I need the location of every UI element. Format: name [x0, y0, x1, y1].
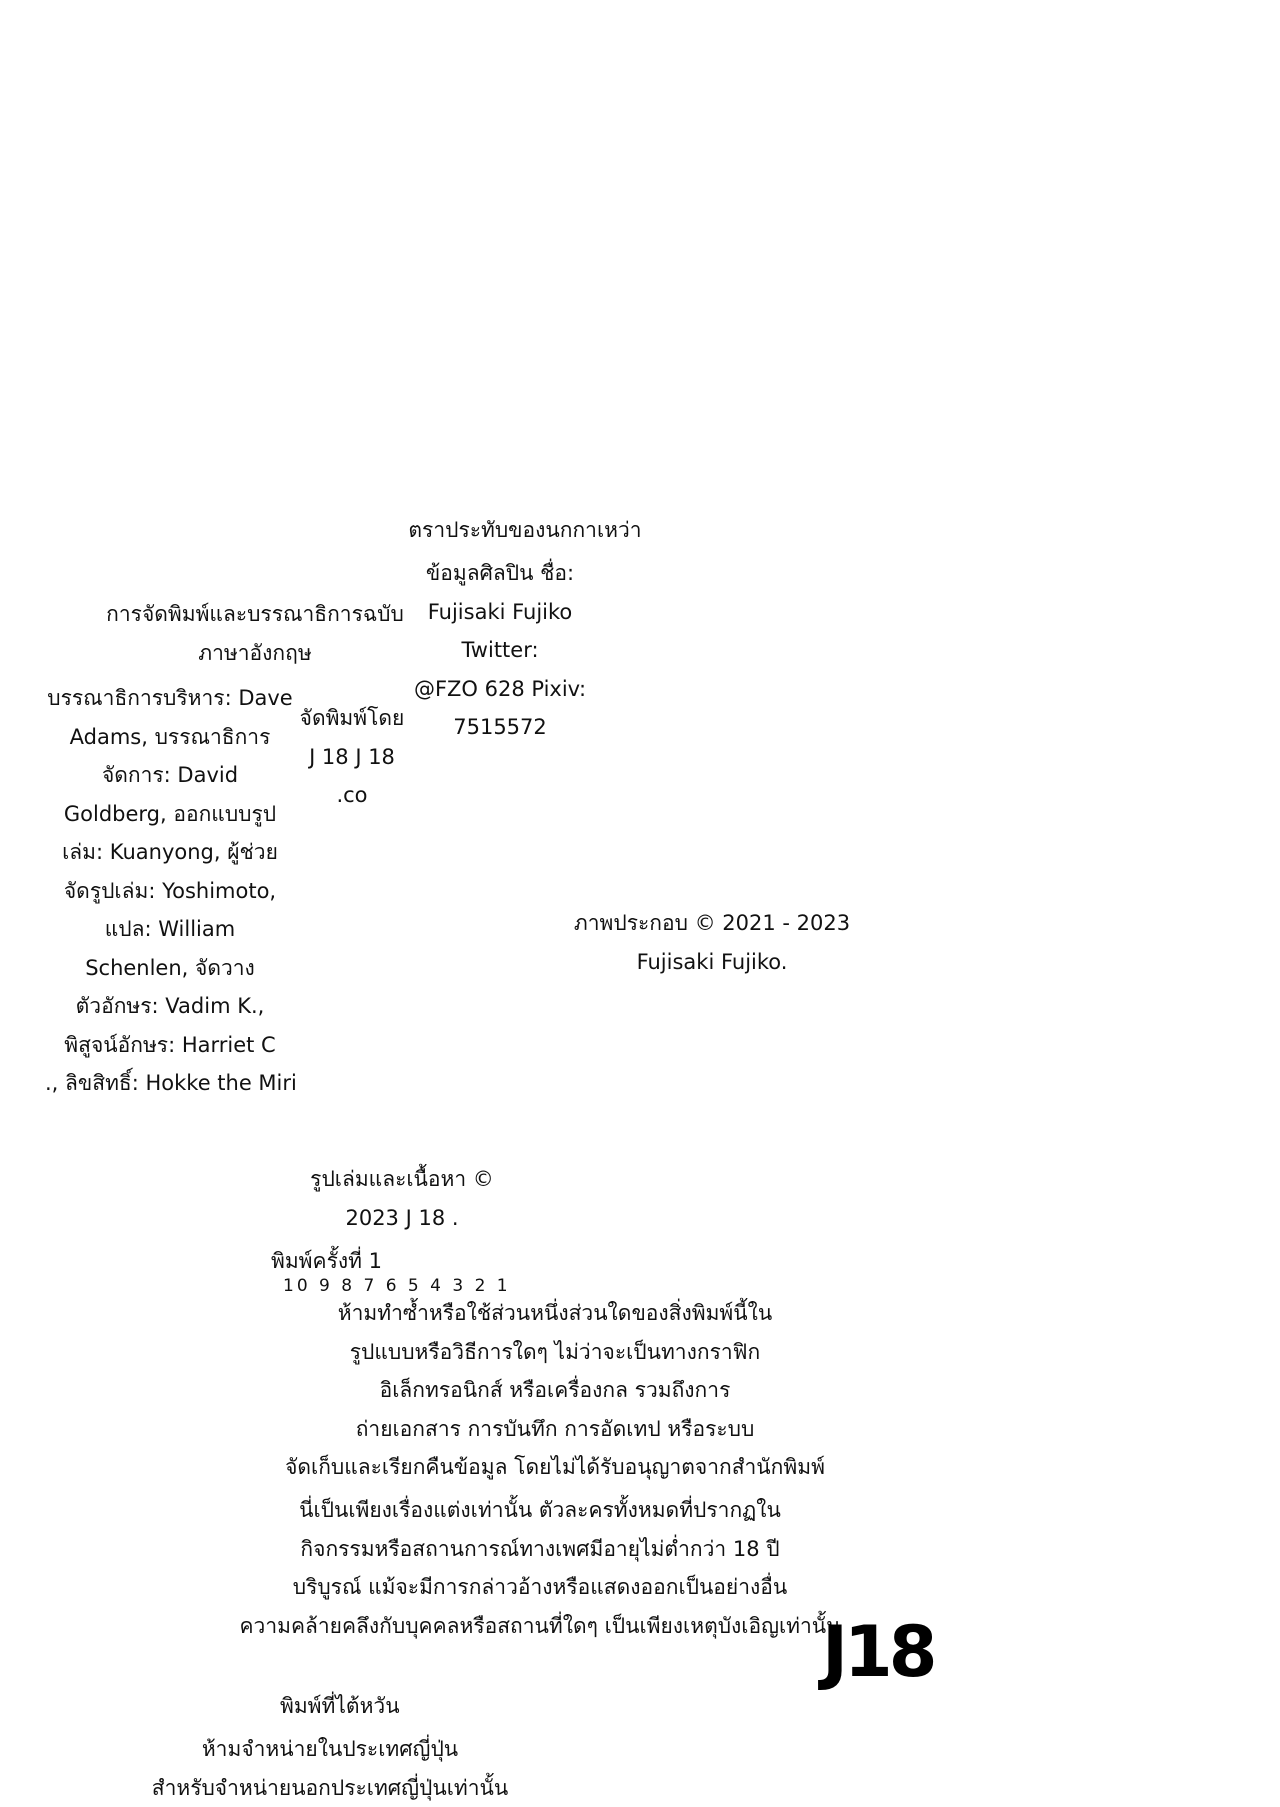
rights-notice-line: จัดเก็บและเรียกคืนข้อมูล โดยไม่ได้รับอนุญาตจากสำนักพิมพ์ — [275, 1448, 835, 1487]
artist-info-line: @FZO 628 Pixiv: — [380, 670, 620, 709]
staff-credits-line: จัดรูปเล่ม: Yoshimoto, — [45, 872, 295, 911]
artist-info-line: Twitter: — [380, 631, 620, 670]
printing-edition: พิมพ์ครั้งที่ 1 — [271, 1246, 382, 1276]
staff-credits-line: บรรณาธิการบริหาร: Dave — [45, 679, 295, 718]
staff-credits-line: พิสูจน์อักษร: Harriet C — [45, 1026, 295, 1065]
staff-credits-line: จัดการ: David — [45, 756, 295, 795]
artist-info-line: ข้อมูลศิลปิน ชื่อ: — [380, 554, 620, 593]
fiction-disclaimer-line: ความคล้ายคลึงกับบุคคลหรือสถานที่ใดๆ เป็นเพียงเหตุบังเอิญเท่านั้น — [200, 1607, 880, 1646]
edition-heading-line: การจัดพิมพ์และบรรณาธิการฉบับ — [85, 595, 425, 634]
fiction-disclaimer — [200, 1491, 880, 1645]
rights-notice-line: รูปแบบหรือวิธีการใดๆ ไม่ว่าจะเป็นทางกราฟิก — [275, 1333, 835, 1372]
format-copyright — [272, 1160, 532, 1237]
artist-info-line: Fujisaki Fujiko — [380, 593, 620, 632]
rights-notice — [275, 1294, 835, 1487]
distribution-notice-line: ห้ามจำหน่ายในประเทศญี่ปุ่น — [120, 1730, 540, 1769]
staff-credits-line: ., ลิขสิทธิ์: Hokke the Miri — [45, 1064, 295, 1103]
rights-notice-line: ห้ามทำซ้ำหรือใช้ส่วนหนึ่งส่วนใดของสิ่งพิมพ์นี้ใน — [275, 1294, 835, 1333]
illustration-copyright — [512, 904, 912, 981]
printed-in: พิมพ์ที่ไต้หวัน — [280, 1687, 400, 1726]
fiction-disclaimer-line: กิจกรรมหรือสถานการณ์ทางเพศมีอายุไม่ต่ำกว่า 18 ปี — [200, 1530, 880, 1569]
distribution-notice — [120, 1730, 540, 1807]
staff-credits-line: Adams, บรรณาธิการ — [45, 718, 295, 757]
staff-credits — [45, 679, 295, 1103]
rights-notice-line: ถ่ายเอกสาร การบันทึก การอัดเทป หรือระบบ — [275, 1410, 835, 1449]
publisher-logo: J18 — [822, 1612, 933, 1692]
staff-credits-line: Goldberg, ออกแบบรูป — [45, 795, 295, 834]
publisher-info — [292, 699, 412, 815]
staff-credits-line: ตัวอักษร: Vadim K., — [45, 987, 295, 1026]
format-copyright-line: 2023 J 18 . — [272, 1199, 532, 1238]
edition-heading — [85, 595, 425, 672]
illustration-copyright-line: Fujisaki Fujiko. — [512, 943, 912, 982]
fiction-disclaimer-line: บริบูรณ์ แม้จะมีการกล่าวอ้างหรือแสดงออกเป็นอย่างอื่น — [200, 1568, 880, 1607]
publisher-line: .co — [292, 776, 412, 815]
format-copyright-line: รูปเล่มและเนื้อหา © — [272, 1160, 532, 1199]
fiction-disclaimer-line: นี่เป็นเพียงเรื่องแต่งเท่านั้น ตัวละครทั้งหมดที่ปรากฏใน — [200, 1491, 880, 1530]
staff-credits-line: Schenlen, จัดวาง — [45, 949, 295, 988]
publisher-line: J 18 J 18 — [292, 738, 412, 777]
distribution-notice-line: สำหรับจำหน่ายนอกประเทศญี่ปุ่นเท่านั้น — [120, 1769, 540, 1807]
staff-credits-line: แปล: William — [45, 910, 295, 949]
illustration-copyright-line: ภาพประกอบ © 2021 - 2023 — [512, 904, 912, 943]
artist-info-line: 7515572 — [380, 708, 620, 747]
publisher-line: จัดพิมพ์โดย — [292, 699, 412, 738]
print-number-line: 10 9 8 7 6 5 4 3 2 1 — [283, 1274, 511, 1298]
staff-credits-line: เล่ม: Kuanyong, ผู้ช่วย — [45, 833, 295, 872]
imprint-title: ตราประทับของนกกาเหว่า — [240, 511, 810, 550]
edition-heading-line: ภาษาอังกฤษ — [85, 634, 425, 673]
rights-notice-line: อิเล็กทรอนิกส์ หรือเครื่องกล รวมถึงการ — [275, 1371, 835, 1410]
